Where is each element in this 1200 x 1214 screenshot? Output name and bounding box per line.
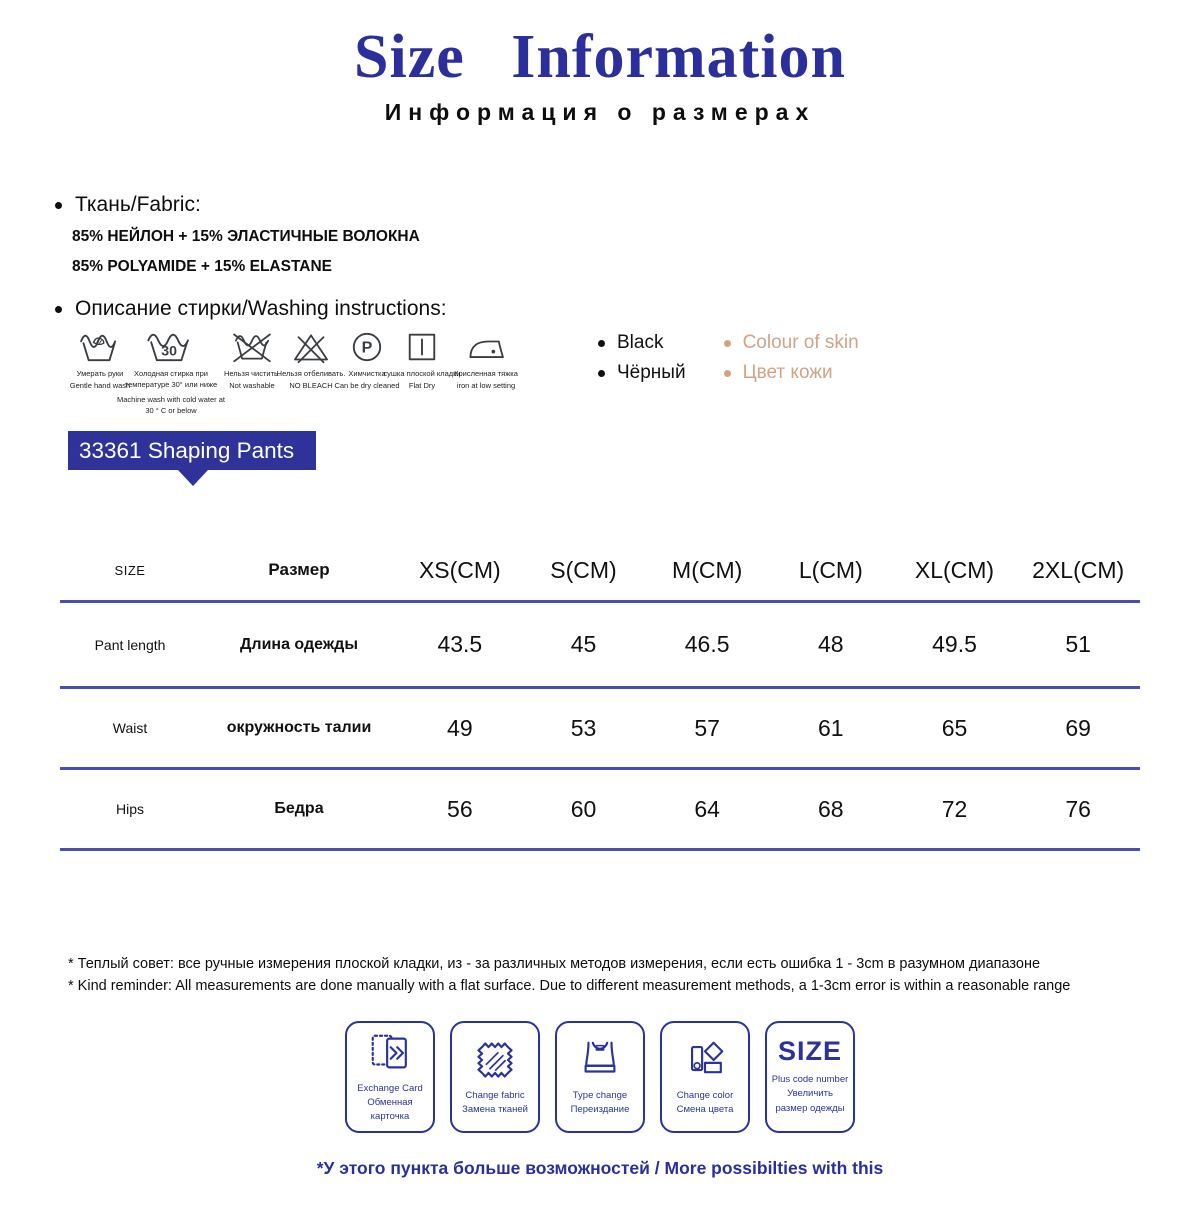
card-label-ru: Переиздание bbox=[570, 1104, 630, 1115]
cell-value: 51 bbox=[1065, 631, 1091, 657]
machine-wash-30-icon bbox=[144, 330, 198, 364]
card-label-ru: Обменная карточка bbox=[367, 1096, 413, 1123]
col-header-xs: XS(CM) bbox=[418, 556, 501, 583]
wash-caption-en: Not washable bbox=[229, 380, 275, 390]
product-badge: 33361 Shaping Pants bbox=[68, 431, 316, 470]
flat-dry-icon bbox=[405, 330, 439, 364]
color-black-en: Black bbox=[617, 332, 664, 353]
card-label-en: Exchange Card bbox=[357, 1082, 423, 1094]
bullet-icon bbox=[724, 370, 731, 377]
table-row bbox=[60, 689, 1140, 770]
washing-heading bbox=[55, 297, 447, 321]
svg-text:30: 30 bbox=[161, 343, 177, 360]
wash-caption-ru: Нельзя отбеливать. bbox=[276, 369, 346, 378]
size-table bbox=[60, 540, 1140, 851]
color-black-ru: Чёрный bbox=[617, 362, 686, 383]
kind-reminder bbox=[68, 953, 1070, 998]
color-option-black bbox=[598, 332, 686, 384]
cell-value: 61 bbox=[818, 714, 844, 741]
page-title: Size Information bbox=[353, 23, 847, 91]
cell-value: 45 bbox=[570, 631, 597, 657]
fabric-heading bbox=[55, 193, 201, 217]
row-label-ru: Бедра bbox=[274, 800, 324, 817]
card-exchange bbox=[345, 1021, 435, 1133]
wash-caption-en: Can be dry cleaned bbox=[334, 380, 400, 390]
cell-value: 56 bbox=[447, 795, 473, 822]
cell-value: 64 bbox=[694, 795, 720, 822]
bullet-icon bbox=[55, 306, 62, 313]
row-label-en: Waist bbox=[112, 720, 148, 736]
table-row bbox=[60, 603, 1140, 689]
card-size-plus bbox=[765, 1021, 855, 1133]
page-subtitle: Информация о размерах bbox=[384, 99, 816, 125]
fabric-heading-label: Ткань/Fabric: bbox=[75, 193, 201, 216]
col-header-l: L(CM) bbox=[798, 556, 863, 583]
wash-caption-ru: Химчистка bbox=[348, 369, 386, 378]
change-fabric-icon bbox=[472, 1037, 518, 1083]
card-change-color bbox=[660, 1021, 750, 1133]
bullet-icon bbox=[55, 202, 62, 209]
card-label-en: Plus code number bbox=[771, 1074, 849, 1086]
size-table-header-row bbox=[60, 540, 1140, 603]
change-color-icon bbox=[682, 1037, 728, 1083]
col-header-xl: XL(CM) bbox=[914, 556, 995, 583]
iron-low-icon bbox=[464, 330, 508, 364]
table-row bbox=[60, 770, 1140, 851]
cell-value: 69 bbox=[1065, 714, 1091, 741]
row-label-ru: Длина одежды bbox=[240, 635, 358, 653]
washing-heading-label: Описание стирки/Washing instructions: bbox=[75, 297, 447, 320]
bullet-icon bbox=[724, 340, 731, 347]
cell-value: 72 bbox=[941, 795, 968, 822]
reminder-ru: * Теплый совет: все ручные измерения плоской кладки, из - за различных методов измерения, если есть ошибка 1 - 3cm в разумном диапазоне bbox=[68, 956, 1041, 972]
card-label-en: Type change bbox=[572, 1089, 628, 1101]
color-option-skin bbox=[724, 332, 859, 384]
cell-value: 49 bbox=[447, 714, 473, 741]
cell-value: 53 bbox=[570, 714, 597, 741]
wash-caption-en: Machine wash with cold water at 30 ° C or below bbox=[117, 394, 225, 415]
type-change-icon bbox=[577, 1037, 623, 1083]
size-plus-icon: SIZE bbox=[777, 1036, 842, 1067]
card-change-fabric bbox=[450, 1021, 540, 1133]
wash-caption-ru: Крисленная тяжка bbox=[454, 369, 518, 378]
wash-caption-ru: Холодная стирка при температуре 30° или ниже bbox=[124, 369, 218, 389]
col-header-razmer: Размер bbox=[268, 560, 330, 579]
wash-caption-en: Flat Dry bbox=[408, 380, 436, 390]
row-label-en: Pant length bbox=[94, 636, 166, 653]
wash-caption-en: Gentle hand wash bbox=[69, 380, 131, 390]
cell-value: 43.5 bbox=[437, 631, 483, 657]
wash-caption-en: NO BLEACH bbox=[289, 380, 333, 390]
cell-value: 76 bbox=[1065, 795, 1091, 822]
services-footnote: *У этого пункта больше возможностей / More possibilties with this bbox=[316, 1158, 884, 1178]
row-label-ru: окружность талии bbox=[226, 719, 372, 736]
fabric-composition-en: 85% POLYAMIDE + 15% ELASTANE bbox=[72, 258, 333, 276]
col-header-size: SIZE bbox=[114, 562, 146, 578]
reminder-en: * Kind reminder: All measurements are done manually with a flat surface. Due to different measurement methods, a 1-3cm error is within a reasonable range bbox=[68, 978, 1071, 995]
card-label-ru: Смена цвета bbox=[676, 1104, 734, 1115]
bullet-icon bbox=[598, 340, 605, 347]
bullet-icon bbox=[598, 370, 605, 377]
washing-symbol-wash-30 bbox=[112, 330, 230, 417]
row-label-en: Hips bbox=[115, 801, 144, 817]
cell-value: 60 bbox=[570, 795, 597, 822]
col-header-2xl: 2XL(CM) bbox=[1032, 556, 1125, 583]
badge-pointer-icon bbox=[178, 470, 208, 486]
do-not-wash-icon bbox=[229, 330, 275, 364]
card-label-en: Change color bbox=[676, 1089, 734, 1101]
service-cards bbox=[345, 1021, 855, 1133]
svg-text:P: P bbox=[361, 338, 373, 357]
cell-value: 48 bbox=[818, 631, 844, 657]
cell-value: 46.5 bbox=[684, 631, 730, 657]
card-label-en: Change fabric bbox=[465, 1089, 525, 1101]
card-label-ru: Увеличить размер одежды bbox=[775, 1088, 845, 1114]
exchange-card-icon bbox=[367, 1030, 413, 1076]
color-skin-ru: Цвет кожи bbox=[742, 362, 833, 383]
card-label-ru: Замена тканей bbox=[462, 1104, 528, 1115]
color-skin-en: Colour of skin bbox=[742, 332, 859, 353]
washing-symbol-iron-low bbox=[438, 330, 534, 392]
cell-value: 68 bbox=[818, 795, 844, 822]
color-options bbox=[598, 332, 859, 384]
wash-caption-en: iron at low setting bbox=[456, 380, 516, 390]
cell-value: 57 bbox=[694, 714, 720, 741]
cell-value: 65 bbox=[941, 714, 968, 741]
wash-caption-ru: Нельзя чистить. bbox=[223, 369, 281, 378]
do-not-bleach-icon bbox=[291, 330, 331, 364]
col-header-m: M(CM) bbox=[672, 556, 743, 583]
col-header-s: S(CM) bbox=[550, 556, 617, 583]
wash-caption-ru: сушка плоской кладки bbox=[383, 369, 461, 378]
wash-caption-ru: Умерать руки bbox=[76, 369, 124, 378]
fabric-composition-ru: 85% НЕЙЛОН + 15% ЭЛАСТИЧНЫЕ ВОЛОКНА bbox=[72, 228, 420, 245]
cell-value: 49.5 bbox=[932, 631, 977, 657]
fabric-composition bbox=[72, 222, 420, 282]
card-type-change bbox=[555, 1021, 645, 1133]
